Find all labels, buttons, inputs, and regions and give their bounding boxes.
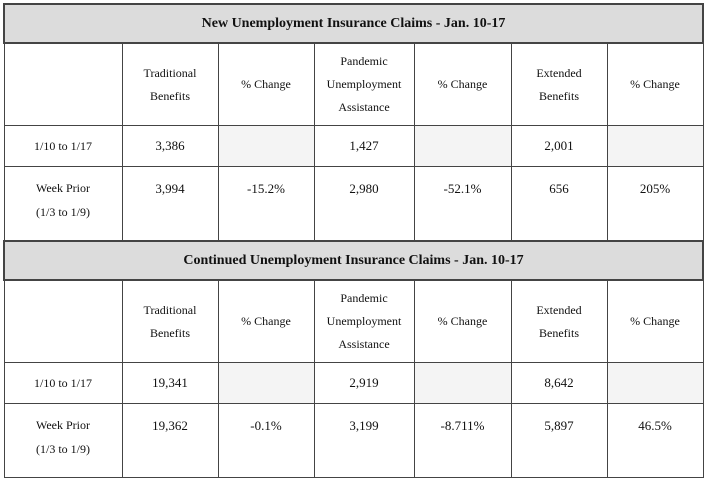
header-pct-change: % Change: [607, 43, 703, 126]
new-claims-title: New Unemployment Insurance Claims - Jan. 10-17: [4, 4, 703, 43]
cell-pct-change-empty: [607, 363, 703, 404]
header-pct-change: % Change: [218, 280, 314, 363]
cell-pct-change: 46.5%: [607, 404, 703, 478]
header-blank: [4, 43, 122, 126]
cell-traditional: 3,386: [122, 126, 218, 167]
header-traditional-benefits: Traditional Benefits: [122, 280, 218, 363]
cell-extended: 5,897: [511, 404, 607, 478]
header-extended-benefits: Extended Benefits: [511, 280, 607, 363]
cell-pandemic: 1,427: [314, 126, 414, 167]
cell-pct-change-empty: [607, 126, 703, 167]
cell-pct-change: -8.711%: [414, 404, 511, 478]
cell-extended: 656: [511, 167, 607, 242]
header-blank: [4, 280, 122, 363]
row-label: Week Prior (1/3 to 1/9): [4, 404, 122, 478]
continued-claims-title: Continued Unemployment Insurance Claims - Jan. 10-17: [4, 241, 703, 280]
header-pct-change: % Change: [607, 280, 703, 363]
header-traditional-benefits: Traditional Benefits: [122, 43, 218, 126]
cell-extended: 8,642: [511, 363, 607, 404]
cell-pct-change: -15.2%: [218, 167, 314, 242]
claims-table: [3, 3, 704, 478]
row-label: 1/10 to 1/17: [4, 363, 122, 404]
table-row: [4, 167, 703, 242]
row-label: 1/10 to 1/17: [4, 126, 122, 167]
header-pct-change: % Change: [414, 43, 511, 126]
table-row: [4, 363, 703, 404]
cell-pct-change: -0.1%: [218, 404, 314, 478]
cell-pct-change-empty: [218, 126, 314, 167]
table-row: [4, 404, 703, 478]
claims-tables: [3, 3, 702, 478]
row-label: Week Prior (1/3 to 1/9): [4, 167, 122, 242]
cell-pct-change-empty: [218, 363, 314, 404]
cell-pandemic: 3,199: [314, 404, 414, 478]
header-pandemic-assistance: Pandemic Unemployment Assistance: [314, 43, 414, 126]
header-pct-change: % Change: [218, 43, 314, 126]
header-pandemic-assistance: Pandemic Unemployment Assistance: [314, 280, 414, 363]
header-extended-benefits: Extended Benefits: [511, 43, 607, 126]
header-pct-change: % Change: [414, 280, 511, 363]
cell-pct-change: -52.1%: [414, 167, 511, 242]
cell-pandemic: 2,980: [314, 167, 414, 242]
table-row: [4, 126, 703, 167]
cell-traditional: 19,362: [122, 404, 218, 478]
cell-pct-change-empty: [414, 363, 511, 404]
cell-traditional: 3,994: [122, 167, 218, 242]
continued-claims-header-row: [4, 280, 703, 363]
cell-pct-change-empty: [414, 126, 511, 167]
new-claims-header-row: [4, 43, 703, 126]
cell-pandemic: 2,919: [314, 363, 414, 404]
cell-extended: 2,001: [511, 126, 607, 167]
cell-pct-change: 205%: [607, 167, 703, 242]
cell-traditional: 19,341: [122, 363, 218, 404]
